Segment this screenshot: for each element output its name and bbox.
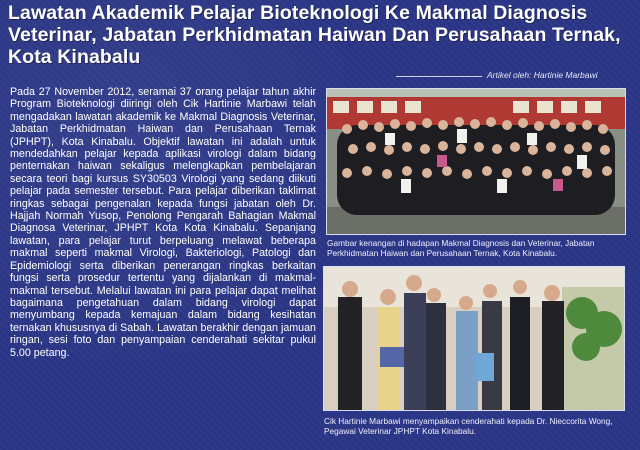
- byline-rule: [396, 76, 482, 77]
- article-body: Pada 27 November 2012, seramai 37 orang pelajar tahun akhir Program Bioteknologi diiringi oleh Cik Hartinie Marbawi telah mengadakan lawatan akademik ke Makmal Diagnosis Veterinar, Jabatan Perkhidmatan Haiwan dan Perusahaan Ternak (JPHPT), Kota Kinabalu. Objektif lawatan ini adalah untuk mendedahkan pelajar kepada aplikasi virologi dalam bidang penternakan haiwan sekaligus melengkapkan pembelajaran secara teori bagi kursus SY30503 Virologi yang sedang diikuti pelajar pada semester tersebut. Para pelajar diberikan taklimat ringkas sebagai pengenalan kepada fungsi jabatan oleh Dr. Hajjah Normah Yusop, Penolong Pengarah Bahagian Makmal Diagnosa Veterinar, JPHPT Kota Kota Kinabalu. Sepanjang lawatan, para pelajar turut berpeluang melawat beberapa makmal seperti makmal Virologi, Bakteriologi, Patologi dan Epidemiologi serta diberikan penerangan ringkas berkaitan fungsi serta prosedur tertentu yang dijalankan di makmal-makmal tersebut. Melalui lawatan ini para pelajar dapat melihat bagaimana pengetahuan dalam bidang virologi dapat menyumbang kepada kemajuan dalam bidang kesihatan ternakan khususnya di Sabah. Lawatan berakhir dengan jamuan ringan, sesi foto dan penyampaian cenderahati sekitar pukul 5.00 petang.: [10, 86, 316, 359]
- article-headline: Lawatan Akademik Pelajar Bioteknologi Ke Makmal Diagnosis Veterinar, Jabatan Perkhidmatan Haiwan Dan Perusahaan Ternak, Kota Kinabalu: [8, 2, 621, 68]
- presentation-photo-caption: Cik Hartinie Marbawi menyampaikan cenderahati kepada Dr. Nieccorita Wong, Pegawai Veterinar JPHPT Kota Kinabalu.: [324, 416, 613, 437]
- group-photo: [326, 88, 626, 235]
- presentation-photo-illustration: [324, 267, 624, 410]
- group-photo-caption: Gambar kenangan di hadapan Makmal Diagnosis dan Veterinar, Jabatan Perkhidmatan Haiwan dan Perusahaan Ternak, Kota Kinabalu.: [327, 238, 595, 259]
- group-photo-illustration: [327, 89, 625, 234]
- article-byline: Artikel oleh: Hartinie Marbawi: [487, 70, 598, 80]
- presentation-photo: [323, 266, 625, 411]
